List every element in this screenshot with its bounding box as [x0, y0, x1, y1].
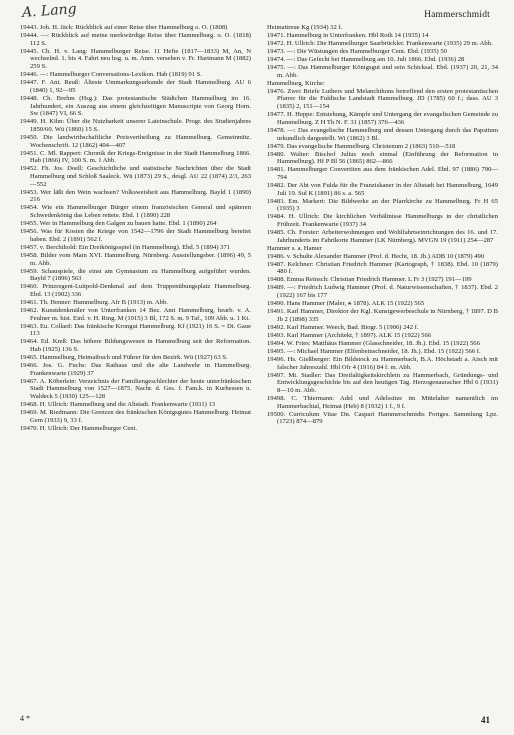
- bibliography-entry: 19472. H. Ullrich: Die Hammelburger Saarbrückler. Frankenwarte (1935) 29 m. Abb.: [267, 40, 493, 47]
- right-column: [267, 24, 498, 700]
- bibliography-entry: 19467. A. Köberlein: Verzeichnis der Familiengeschlechter der heute unterfränkischen Stadt Hammelburg von 1527—1875. Nachr. d. Ges. f. Fam.k. in Kurhessen u. Waldeck 5 (1930) 125—128: [20, 377, 251, 401]
- bibliography-entry: 19473. —: Die Wüstungen des Hammelburger Cent. Ebd. (1935) 50: [267, 48, 447, 55]
- bibliography-entry: 19461. Th. Henner: Hammelburg. Afr B (1913) m. Abb.: [20, 298, 168, 306]
- bibliography-entry: 19491. Karl Hammer, Direktor der Kgl. Kunstgewerbeschule in Nürnberg, † 1897. D B Jb 2 (1898) 335: [267, 308, 498, 323]
- bibliography-entry: 19449. H. Kihn: Über die Nutzbarkeit unserer Lateinschule. Progr. des Studienjahres 1850/60. Wü (1860) 15 S.: [20, 118, 251, 133]
- bibliography-entry: 19481. Hammelburger Convertiten aus dem fränkischen Adel. Ebd. 97 (1886) 790—794: [267, 166, 498, 181]
- bibliography-entry: 19496. Hs. Gießberger: Ein Bildstock zu Hammerbach, B.A. Höchstadt a. Aisch mit falscher Jahreszahl. Hbl Ofr 4 (1916) 84 f. m. Abb.: [267, 355, 498, 371]
- bibliography-entry: 19450. Die landwirthschaftliche Preisvertheilung zu Hammelburg. Gemeinnütz. Wochenschrift. 12 (1862) 404—407: [20, 133, 251, 149]
- bibliography-entry: 19468. H. Ullrich: Hammelburg und die Altstadt. Frankenwarte (1931) 13: [20, 401, 216, 409]
- bibliography-entry: 19455. Wer in Hammelburg den Galgen zu bauen hatte. Ebd. 1 (1890) 264: [20, 220, 217, 228]
- bibliography-entry: 19497. Mi. Stadler: Das Dreifaltigkeitskirchlein zu Hammerbach, Gründungs- und Entwicklungsgeschichte bis auf den heutigen Tag. Herzogenauracher Hbl 6 (1931) 8—10 m. Abb.: [267, 371, 498, 394]
- text-columns: [20, 24, 498, 700]
- bibliography-entry: 19451. C. Ml. Rappert: Chronik der Kriegs-Ereignisse in der Stadt Hammelburg 1866. Hab (1866) IV, 100 S. m. 1 Abb.: [20, 149, 251, 165]
- page-number: 41: [481, 715, 490, 725]
- bibliography-entry: 19475. —: Das Hammelburger Königsgut und sein Schicksal. Ebd. (1937) 20, 21, 34 m. Abb.: [267, 64, 498, 79]
- bibliography-entry: 19482. Der Abt von Fulda für die Franziskaner in der Altstadt bei Hammelburg, 1649 Juli 19. Sul K (1891) 86 s. a. 565: [267, 181, 498, 197]
- bibliography-entry: 19479. Das evangelische Hammelburg. Christenum 2 (1863) 510—518: [267, 142, 456, 150]
- bibliography-entry: 19480. Walter: Bischof Julius noch einmal (Einführung der Reformation in Hammelburg). Hf P Bl 56 (1865) 862—866: [267, 150, 498, 166]
- bibliography-entry: 19486. v. Schulte Alexander Hammer (Prof. d. Hecht, 18. Jh.) ADB 10 (1879) 490: [267, 252, 485, 260]
- bibliography-entry: 19489. —: Friedrich Ludwig Hammer (Prof. d. Naturwissenschaften, † 1837). Ebd. 2 (1922) 167 bis 177: [267, 284, 498, 300]
- bibliography-entry: 19493. Karl Hammer (Architekt, † 1897). ALK 15 (1922) 566: [267, 331, 432, 339]
- bibliography-entry: 19487. Kelchner: Christian Friedrich Hammer (Kartograph, † 1838). Ebd. 10 (1879) 480 f.: [267, 260, 498, 276]
- bibliography-entry: 19470. H. Ullrich: Der Hammelburger Cent.: [20, 424, 138, 432]
- bibliography-entry: 19478. —: Das evangelische Hammelburg und dessen Untergang durch das Papsttum urkundlich dargestellt. Wi (1862) 3 Bl.: [267, 126, 498, 142]
- handwritten-annotation: A. Lang: [21, 1, 78, 21]
- bibliography-entry: 19466. Jos. G. Fuchs: Das Rathaus und die alte Landwehr in Hammelburg. Frankenwarte (1929) 37: [20, 362, 251, 377]
- bibliography-entry: 19498. C. Thiermann: Adel und Adelssitze im Mittelalter namentlich im Hammerbachtal, Heimat (Heb) 8 (1932) 1 f., 9 f.: [267, 394, 498, 410]
- bibliography-entry: 19457. v. Berchthold: Ein Dreikönigsspiel (in Hammelburg). Ebd. 5 (1894) 371: [20, 243, 231, 251]
- bibliography-entry: 19453. Wer läßt den Wein wachsen? Volksweisheit aus Hammelburg. Bayld 1 (1890) 216: [20, 188, 251, 204]
- bibliography-entry: 19488. Emma Reinsch: Christian Friedrich Hammer. L Fr 3 (1927) 191—199: [267, 276, 472, 284]
- bibliography-entry: Heimattreue Kg (1934) 32 f.: [267, 24, 343, 31]
- bibliography-entry: Hammelburg, Kirche:: [267, 79, 325, 87]
- left-column: [20, 24, 251, 700]
- signature-mark: 4 *: [20, 714, 30, 723]
- running-head: Hammerschmidt: [424, 10, 490, 20]
- bibliography-entry: 19490. Hans Hammer (Maler, ⚹ 1878). ALK 15 (1922) 565: [267, 300, 425, 308]
- bibliography-entry: 19465. Hammelburg, Heimatbuch und Führer für den Bezirk. Wü (1927) 63 S.: [20, 354, 228, 362]
- bibliography-entry: 19444. —: Rückblick auf meine merkwürdige Reise über Hammelburg. o. O. (1818) 112 S.: [20, 32, 251, 47]
- bibliography-entry: 19474. —: Das Gefecht bei Hammelburg am 10. Juli 1866. Ebd. (1936) 28: [267, 56, 465, 63]
- bibliography-entry: Hammer s. a. Hamer: [267, 244, 322, 252]
- bibliography-entry: 19456. Was für Kosten die Kriege von 1542—1796 der Stadt Hammelburg bereitet haben. Ebd. 2 (1891) 562 f.: [20, 228, 251, 243]
- bibliography-entry: 19495. —: Michael Hammer (Elfenbeinschneider, 18. Jh.). Ebd. 15 (1922) 566 f.: [267, 347, 481, 355]
- bibliography-entry: 19464. Ed. Kreß: Das höhere Bildungswesen in Hammelburg seit der Reformation. Hab (1925) 136 S.: [20, 338, 251, 354]
- bibliography-entry: 19447. F. Ant. Reuß: Älteste Ummarkungsurkunde der Stadt Hammelburg. AU 6 (1840) 1, 92—95: [20, 79, 251, 94]
- bibliography-entry: 19476. Zwei Briefe Luthers und Melanchthons betreffend den ersten protestantischen Pfarrer für die Fuldische Landstadt Hammelburg. JD (1785) 60 f.; dass. AU 3 (1835) 2, 151—154: [267, 87, 498, 111]
- bibliography-entry: 19445. Ch. H. v. Lang: Hammelburger Reise. 11 Hefte (1817—1833) M, An, N wechselnd. 1. bis 4. Fahrt neu hsg. u. m. Anm. versehen v. Fr. Hartmann M (1882) 259 S.: [20, 47, 251, 71]
- bibliography-entry: 19452. Fh. Jos. Doell: Geschichtliche und statistische Nachrichten über die Stadt Hammelburg und Schloß Saaleck. Wü (1873) 29 S., desgl. AU 22 (1874) 2/3, 263—552: [20, 165, 251, 188]
- bibliography-entry: 19469. M. Riedmann: Die Grenzen des fränkischen Königsgutes Hammelburg. Heimat Gem (1933) 9, 33 f.: [20, 409, 251, 424]
- bibliography-entry: 19492. Karl Hammer. Weech, Bad. Biogr. 5 (1906) 242 f.: [267, 323, 419, 331]
- bibliography-entry: 19463. Eu. Collard: Das fränkische Krongut Hammelburg. Kf (1921) 16 S. = Dt. Gaue 113: [20, 322, 251, 338]
- bibliography-entry: 19454. Wie ein Hammelburger Bürger einem französischen General und späteren Schwedenkönig das Leben rettete. Ebd. 1 (1890) 228: [20, 204, 251, 220]
- bibliography-entry: 19462. Kunstdenkmäler von Unterfranken 14 Bez. Amt Hammelburg, bearb. v. A. Feulner m. hist. Einl. v. H. Ring. M (1915) 3 Bl, 172 S. m. 9 Taf., 109 Abb. u. 1 Kt.: [20, 306, 251, 322]
- bibliography-entry: 19485. Ch. Forster: Arbeiterwohnungen und Wohlfahrtseinrichtungen des 16. und 17. Jahrhunderts im Fabrikorte Hammer (LK Nürnberg). MVGN 19 (1911) 254—287: [267, 229, 498, 244]
- bibliography-entry: 19471. Hammelburg in Unterfranken. Hbl Roth 14 (1935) 14: [267, 32, 429, 39]
- bibliography-entry: 19446. —: Hammelburger Conversations-Lexikon. Hab (1819) 91 S.: [20, 71, 202, 79]
- bibliography-entry: 19448. Ch. Brehm (Hsg.): Das protestantische Städtchen Hammelburg im 16. Jahrhundert, ein Auszug aus einem gleichzeitigen Manuscripte von Georg Horn. Sw (1847) VI, 66 S.: [20, 94, 251, 118]
- bibliography-entry: 19484. H. Ullrich: Die kirchlichen Verhältnisse Hammelburgs in der christlichen Frühzeit. Frankenwarte (1937) 34: [267, 213, 498, 229]
- bibliography-entry: 19460. Prinzregent-Luitpold-Denkmal auf dem Truppenübungsplatz Hammelburg. Ebd. 13 (1902) 336: [20, 283, 251, 298]
- bibliography-entry: 19443. Joh. H. Jäck: Rückblick auf einer Reise über Hammelburg o. O. (1808): [20, 24, 228, 31]
- bibliography-entry: 19458. Bilder vom Main XVI. Hammelburg. Nürnberg. Ausstellungsber. (1896) 49, 5 m. Abb.: [20, 251, 251, 267]
- bibliography-entry: 19494. W. Fries: Matthäus Hammer (Glasschneider, 18. Jh.). Ebd. 15 (1922) 566: [267, 339, 480, 347]
- bibliography-entry: 19459. Schauspiele, die einst am Gymnasium zu Hammelburg aufgeführt wurden. Bayld 7 (1896) 563: [20, 267, 251, 283]
- bibliography-entry: 19477. H. Heppe: Entstehung, Kämpfe und Untergang der evangelischen Gemeinde zu Hammelburg. Z H Th N. F. 31 (1857) 376—436: [267, 111, 498, 126]
- bibliography-entry: 19500. Curriculum Vitae Dn. Caspari Hammerschmidts Fortges. Sammlung Lpz. (1723) 874—879: [267, 410, 498, 426]
- bibliography-entry: 19483. Em. Markert: Die Bildwerke an der Pfarrkirche zu Hammelburg. Fr H 65 (1935) 3: [267, 197, 498, 213]
